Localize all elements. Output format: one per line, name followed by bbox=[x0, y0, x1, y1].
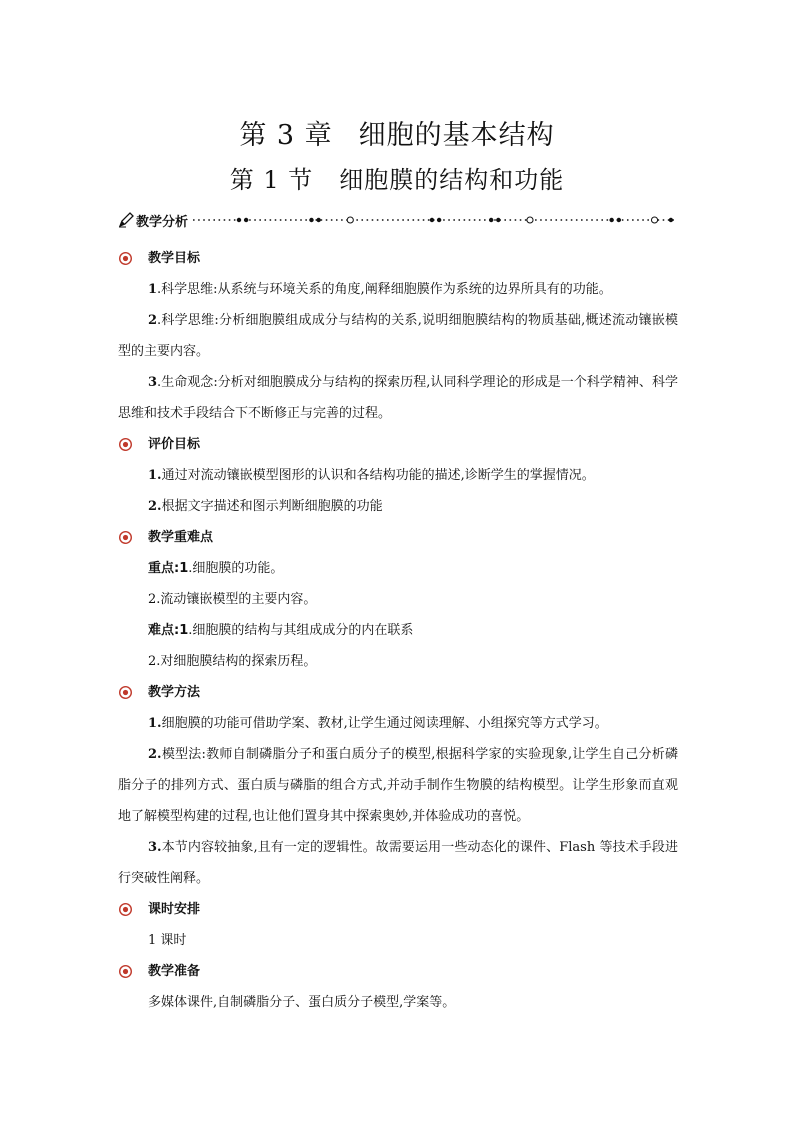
chapter-number: 第 3 章 bbox=[239, 120, 333, 151]
heading-label: 教学准备 bbox=[148, 964, 201, 979]
dotted-divider bbox=[191, 213, 676, 227]
section-heading-preparation bbox=[118, 956, 678, 987]
schedule-text: 1 课时 bbox=[148, 933, 187, 948]
heading-label: 课时安排 bbox=[148, 902, 201, 917]
method-item-3: 3.本节内容较抽象,且有一定的逻辑性。故需要运用一些动态化的课件、Flash 等技术手段进行突破性阐释。 bbox=[118, 840, 678, 886]
chapter-name: 细胞的基本结构 bbox=[358, 120, 555, 151]
preparation-text: 多媒体课件,自制磷脂分子、蛋白质分子模型,学案等。 bbox=[148, 995, 456, 1010]
section-heading-evaluation bbox=[118, 429, 678, 460]
analysis-header-bar bbox=[118, 210, 676, 230]
heading-label: 教学方法 bbox=[148, 685, 201, 700]
target-bullet-icon bbox=[118, 437, 133, 452]
heading-label: 教学重难点 bbox=[148, 530, 214, 545]
evaluation-item-1: 1.通过对流动镶嵌模型图形的认识和各结构功能的描述,诊断学生的掌握情况。 bbox=[148, 468, 595, 483]
focus-item-2: 2.流动镶嵌模型的主要内容。 bbox=[148, 592, 317, 607]
chapter-title bbox=[0, 118, 794, 154]
teaching-analysis-content bbox=[118, 243, 678, 1018]
section-name: 细胞膜的结构和功能 bbox=[339, 166, 565, 194]
focus-item-1: 重点:1.细胞膜的功能。 bbox=[148, 561, 284, 576]
difficulty-item-2: 2.对细胞膜结构的探索历程。 bbox=[148, 654, 317, 669]
target-bullet-icon bbox=[118, 530, 133, 545]
difficulty-item-1: 难点:1.细胞膜的结构与其组成成分的内在联系 bbox=[148, 623, 414, 638]
evaluation-item-2: 2.根据文字描述和图示判断细胞膜的功能 bbox=[148, 499, 383, 514]
goal-item-1: 1.科学思维:从系统与环境关系的角度,阐释细胞膜作为系统的边界所具有的功能。 bbox=[148, 282, 612, 297]
section-title bbox=[0, 163, 794, 197]
target-bullet-icon bbox=[118, 685, 133, 700]
target-bullet-icon bbox=[118, 251, 133, 266]
heading-label: 评价目标 bbox=[148, 437, 201, 452]
section-heading-schedule bbox=[118, 894, 678, 925]
section-number: 第 1 节 bbox=[229, 166, 314, 194]
method-item-2: 2.模型法:教师自制磷脂分子和蛋白质分子的模型,根据科学家的实验现象,让学生自己分析磷脂分子的排列方式、蛋白质与磷脂的组合方式,并动手制作生物膜的结构模型。让学生形象而直观地了解模型构建的过程,也让他们置身其中探索奥妙,并体验成功的喜悦。 bbox=[118, 747, 678, 824]
pen-icon bbox=[118, 212, 134, 228]
heading-label: 教学目标 bbox=[148, 251, 201, 266]
section-heading-goals bbox=[118, 243, 678, 274]
target-bullet-icon bbox=[118, 902, 133, 917]
method-item-1: 1.细胞膜的功能可借助学案、教材,让学生通过阅读理解、小组探究等方式学习。 bbox=[148, 716, 608, 731]
goal-item-2: 2.科学思维:分析细胞膜组成成分与结构的关系,说明细胞膜结构的物质基础,概述流动镶嵌模型的主要内容。 bbox=[118, 313, 678, 359]
goal-item-3: 3.生命观念:分析对细胞膜成分与结构的探索历程,认同科学理论的形成是一个科学精神、科学思维和技术手段结合下不断修正与完善的过程。 bbox=[118, 375, 678, 421]
target-bullet-icon bbox=[118, 964, 133, 979]
section-heading-methods bbox=[118, 677, 678, 708]
section-heading-key-points bbox=[118, 522, 678, 553]
analysis-label: 教学分析 bbox=[136, 214, 189, 230]
